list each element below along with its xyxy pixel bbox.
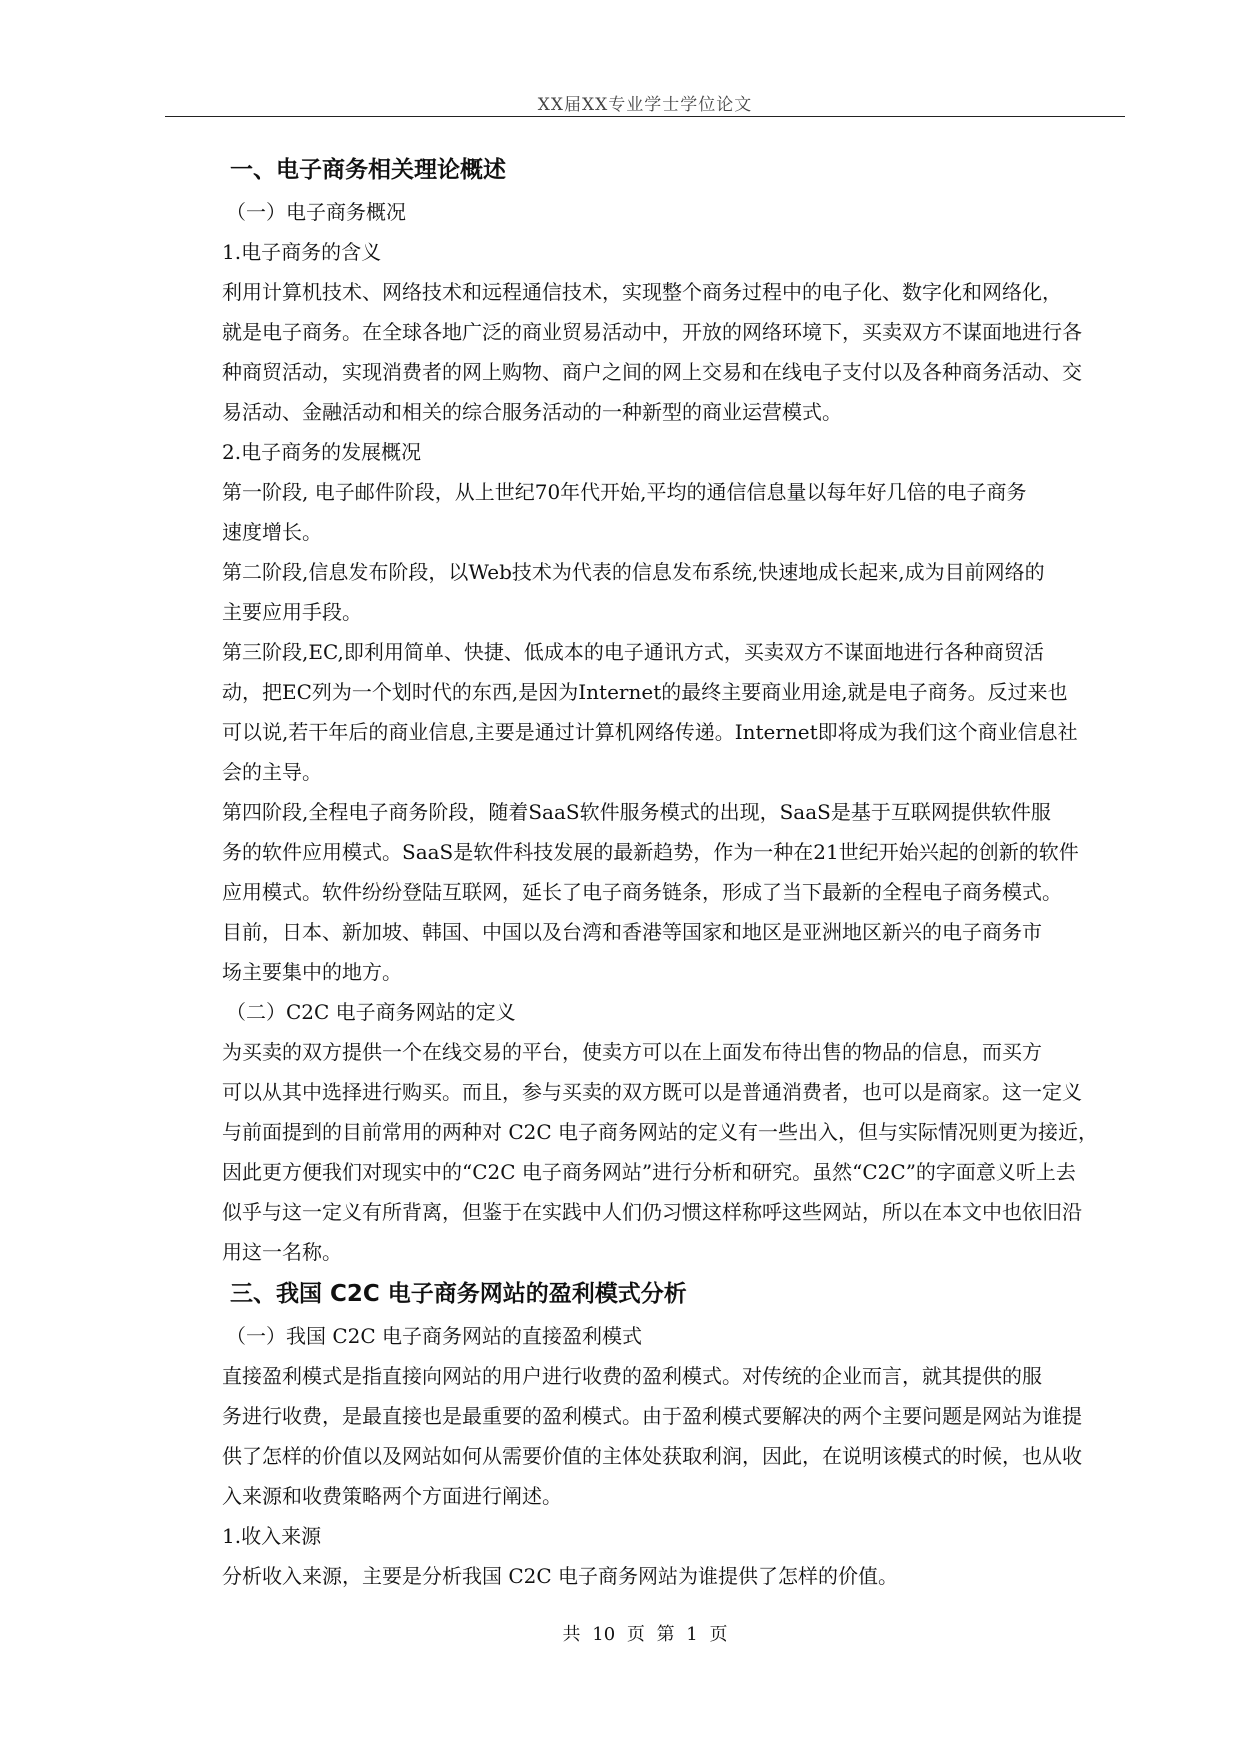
paragraph-stage-2 xyxy=(222,552,1122,632)
subsection-heading-1-2: （二）C2C 电子商务网站的定义 xyxy=(226,1000,516,1024)
text-line: 应用模式。软件纷纷登陆互联网，延长了电子商务链条，形成了当下最新的全程电子商务模式。 xyxy=(222,880,1062,904)
page-header: XX届XX专业学士学位论文 xyxy=(537,95,753,115)
text-line: 用这一名称。 xyxy=(222,1240,342,1264)
text-line: 速度增长。 xyxy=(222,520,322,544)
text-line: 入来源和收费策略两个方面进行阐述。 xyxy=(222,1484,562,1508)
text-line: 供了怎样的价值以及网站如何从需要价值的主体处获取利润，因此，在说明该模式的时候，也从收 xyxy=(222,1444,1082,1468)
subsection-heading-3-1: （一）我国 C2C 电子商务网站的直接盈利模式 xyxy=(226,1324,643,1348)
text-line: 易活动、金融活动和相关的综合服务活动的一种新型的商业运营模式。 xyxy=(222,400,842,424)
paragraph-stage-3 xyxy=(222,632,1122,792)
text-line: 种商贸活动，实现消费者的网上购物、商户之间的网上交易和在线电子支付以及各种商务活动、交 xyxy=(222,360,1082,384)
text-line: 第三阶段,EC,即利用简单、快捷、低成本的电子通讯方式，买卖双方不谋面地进行各种商贸活 xyxy=(222,640,1044,664)
paragraph-income-source xyxy=(222,1556,1122,1596)
text-line: 务的软件应用模式。SaaS是软件科技发展的最新趋势，作为一种在21世纪开始兴起的创新的软件 xyxy=(222,840,1079,864)
text-line: 场主要集中的地方。 xyxy=(222,960,402,984)
document-body xyxy=(222,150,1122,1596)
subsection-heading-1-1: （一）电子商务概况 xyxy=(226,200,406,224)
text-line: 务进行收费，是最直接也是最重要的盈利模式。由于盈利模式要解决的两个主要问题是网站为谁提 xyxy=(222,1404,1082,1428)
page-footer: 共 10 页 第 1 页 xyxy=(562,1624,728,1645)
item-heading-income: 1.收入来源 xyxy=(222,1524,322,1548)
text-line: 可以说,若干年后的商业信息,主要是通过计算机网络传递。Internet即将成为我们这个商业信息社 xyxy=(222,720,1078,744)
text-line: 第四阶段,全程电子商务阶段，随着SaaS软件服务模式的出现，SaaS是基于互联网提供软件服 xyxy=(222,800,1051,824)
paragraph-asia-market xyxy=(222,912,1122,992)
text-line: 就是电子商务。在全球各地广泛的商业贸易活动中，开放的网络环境下，买卖双方不谋面地进行各 xyxy=(222,320,1082,344)
paragraph-definition xyxy=(222,272,1122,432)
text-line: 第一阶段, 电子邮件阶段，从上世纪70年代开始,平均的通信信息量以每年好几倍的电子商务 xyxy=(222,480,1027,504)
paragraph-direct-profit xyxy=(222,1356,1122,1516)
header-divider xyxy=(165,116,1125,117)
text-line: 利用计算机技术、网络技术和远程通信技术，实现整个商务过程中的电子化、数字化和网络化， xyxy=(222,280,1062,304)
item-heading-1: 1.电子商务的含义 xyxy=(222,240,382,264)
text-line: 第二阶段,信息发布阶段，以Web技术为代表的信息发布系统,快速地成长起来,成为目前网络的 xyxy=(222,560,1045,584)
paragraph-c2c-definition xyxy=(222,1032,1122,1272)
text-line: 目前，日本、新加坡、韩国、中国以及台湾和香港等国家和地区是亚洲地区新兴的电子商务市 xyxy=(222,920,1042,944)
text-line: 动，把EC列为一个划时代的东西,是因为Internet的最终主要商业用途,就是电子商务。反过来也 xyxy=(222,680,1068,704)
paragraph-stage-4 xyxy=(222,792,1122,912)
text-line: 似乎与这一定义有所背离，但鉴于在实践中人们仍习惯这样称呼这些网站，所以在本文中也依旧沿 xyxy=(222,1200,1082,1224)
text-line: 分析收入来源，主要是分析我国 C2C 电子商务网站为谁提供了怎样的价值。 xyxy=(222,1564,899,1588)
text-line: 为买卖的双方提供一个在线交易的平台，使卖方可以在上面发布待出售的物品的信息，而买方 xyxy=(222,1040,1042,1064)
text-line: 主要应用手段。 xyxy=(222,600,362,624)
text-line: 与前面提到的目前常用的两种对 C2C 电子商务网站的定义有一些出入，但与实际情况则更为接近， xyxy=(222,1120,1099,1144)
text-line: 因此更方便我们对现实中的“C2C 电子商务网站”进行分析和研究。虽然“C2C”的字面意义听上去 xyxy=(222,1160,1076,1184)
text-line: 直接盈利模式是指直接向网站的用户进行收费的盈利模式。对传统的企业而言，就其提供的服 xyxy=(222,1364,1042,1388)
text-line: 会的主导。 xyxy=(222,760,322,784)
paragraph-stage-1 xyxy=(222,472,1122,552)
text-line: 可以从其中选择进行购买。而且，参与买卖的双方既可以是普通消费者，也可以是商家。这一定义 xyxy=(222,1080,1082,1104)
section-heading-3: 三、我国 C2C 电子商务网站的盈利模式分析 xyxy=(230,1281,687,1307)
section-heading-1: 一、电子商务相关理论概述 xyxy=(230,157,506,183)
item-heading-2: 2.电子商务的发展概况 xyxy=(222,440,422,464)
